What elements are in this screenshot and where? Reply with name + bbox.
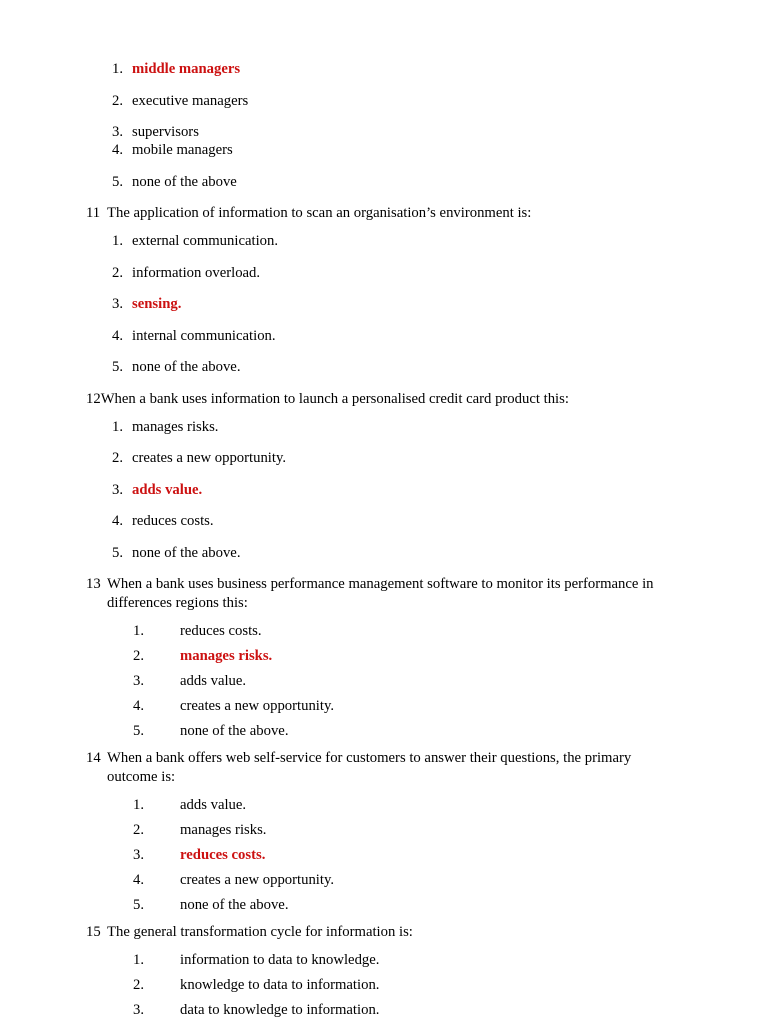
option-row[interactable] <box>86 418 661 436</box>
option-text: knowledge to data to information. <box>180 977 380 993</box>
question-number: 13 <box>86 576 101 592</box>
question-text: The general transformation cycle for information is: <box>107 924 413 940</box>
option-marker: 1. <box>112 233 124 249</box>
option-text: reduces costs. <box>180 847 266 863</box>
option-list <box>86 232 661 376</box>
option-marker: 1. <box>133 797 145 813</box>
question-text: When a bank offers web self-service for customers to answer their questions, the primary outcome is: <box>107 750 632 785</box>
option-text: reduces costs. <box>132 513 214 529</box>
option-row[interactable] <box>86 672 661 690</box>
option-text: external communication. <box>132 233 279 249</box>
option-text: none of the above. <box>180 897 289 913</box>
option-row-correct[interactable] <box>86 846 661 864</box>
option-marker: 5. <box>133 897 145 913</box>
option-marker: 4. <box>112 513 124 529</box>
option-row[interactable] <box>86 232 661 250</box>
option-text: creates a new opportunity. <box>180 872 335 888</box>
option-row-correct[interactable] <box>86 295 661 313</box>
question-heading <box>86 923 661 942</box>
option-marker: 5. <box>133 723 145 739</box>
option-row[interactable] <box>86 92 661 110</box>
option-row[interactable] <box>86 896 661 914</box>
option-row[interactable] <box>86 173 661 191</box>
option-text: supervisors <box>132 124 199 140</box>
option-list <box>86 418 661 562</box>
option-list <box>86 951 661 1019</box>
option-marker: 2. <box>133 648 145 664</box>
option-row[interactable] <box>86 796 661 814</box>
option-list <box>86 60 661 191</box>
option-marker: 5. <box>112 359 124 375</box>
option-text: none of the above <box>132 173 237 190</box>
question-number: 11 <box>86 205 101 221</box>
option-row[interactable] <box>86 512 661 530</box>
option-marker: 2. <box>112 264 124 281</box>
option-marker: 5. <box>112 173 124 190</box>
option-marker: 1. <box>133 623 145 639</box>
question-heading <box>86 575 661 613</box>
option-text: mobile managers <box>132 142 233 158</box>
option-row[interactable] <box>86 697 661 715</box>
option-text: none of the above. <box>132 359 241 375</box>
option-list-block <box>86 60 661 191</box>
option-row[interactable] <box>86 358 661 376</box>
question-number: 12 <box>86 390 101 407</box>
option-row[interactable] <box>86 449 661 467</box>
option-marker: 2. <box>133 977 145 993</box>
option-row[interactable] <box>86 622 661 640</box>
question-text: When a bank uses information to launch a personalised credit card product this: <box>100 390 569 407</box>
question-text: The application of information to scan an organisation’s environment is: <box>107 205 532 221</box>
option-list <box>86 622 661 740</box>
option-text: manages risks. <box>180 648 273 664</box>
option-text: adds value. <box>180 673 247 689</box>
option-row[interactable] <box>86 1001 661 1019</box>
option-row[interactable] <box>86 722 661 740</box>
option-marker: 2. <box>112 450 124 466</box>
option-text: creates a new opportunity. <box>180 698 335 714</box>
option-row[interactable] <box>86 264 661 282</box>
option-marker: 4. <box>112 142 124 158</box>
option-marker: 4. <box>133 698 145 714</box>
option-text: middle managers <box>132 61 241 77</box>
option-row-correct[interactable] <box>86 481 661 499</box>
option-text: reduces costs. <box>180 623 262 639</box>
option-row-correct[interactable] <box>86 60 661 78</box>
option-row[interactable] <box>86 821 661 839</box>
option-row-correct[interactable] <box>86 647 661 665</box>
option-marker: 3. <box>112 124 124 140</box>
option-marker: 3. <box>133 847 145 863</box>
question-block <box>86 575 661 740</box>
option-row[interactable] <box>86 544 661 562</box>
option-marker: 2. <box>133 822 145 838</box>
option-text: manages risks. <box>180 822 267 838</box>
option-text: information overload. <box>132 264 261 281</box>
option-text: internal communication. <box>132 327 276 344</box>
option-row[interactable] <box>86 871 661 889</box>
option-text: executive managers <box>132 92 249 109</box>
question-text: When a bank uses business performance management software to monitor its performance in differences regions this: <box>107 576 654 611</box>
option-marker: 3. <box>112 296 124 312</box>
option-marker: 1. <box>112 61 124 77</box>
option-text: adds value. <box>132 481 203 498</box>
option-list <box>86 796 661 914</box>
option-text: information to data to knowledge. <box>180 952 380 968</box>
option-marker: 4. <box>133 872 145 888</box>
option-text: none of the above. <box>180 723 289 739</box>
question-heading <box>86 204 661 223</box>
option-marker: 3. <box>133 673 145 689</box>
option-marker: 1. <box>112 418 124 435</box>
question-number: 15 <box>86 924 101 940</box>
option-marker: 2. <box>112 92 124 109</box>
question-block <box>86 749 661 914</box>
quiz-content <box>86 60 661 1026</box>
option-marker: 5. <box>112 544 124 561</box>
option-text: none of the above. <box>132 544 241 561</box>
option-text: sensing. <box>132 296 182 312</box>
question-block <box>86 390 661 562</box>
option-row[interactable] <box>86 976 661 994</box>
option-marker: 4. <box>112 327 124 344</box>
option-marker: 3. <box>133 1002 145 1018</box>
question-block <box>86 204 661 376</box>
option-row[interactable] <box>86 141 661 159</box>
option-text: manages risks. <box>132 418 219 435</box>
option-marker: 3. <box>112 481 124 498</box>
question-number: 14 <box>86 750 101 766</box>
option-text: adds value. <box>180 797 247 813</box>
option-text: data to knowledge to information. <box>180 1002 380 1018</box>
option-row[interactable] <box>86 327 661 345</box>
option-text: creates a new opportunity. <box>132 450 287 466</box>
option-row[interactable] <box>86 123 661 141</box>
question-heading <box>86 749 661 787</box>
question-block <box>86 923 661 1019</box>
question-heading <box>86 390 661 409</box>
option-marker: 1. <box>133 952 145 968</box>
option-row[interactable] <box>86 951 661 969</box>
